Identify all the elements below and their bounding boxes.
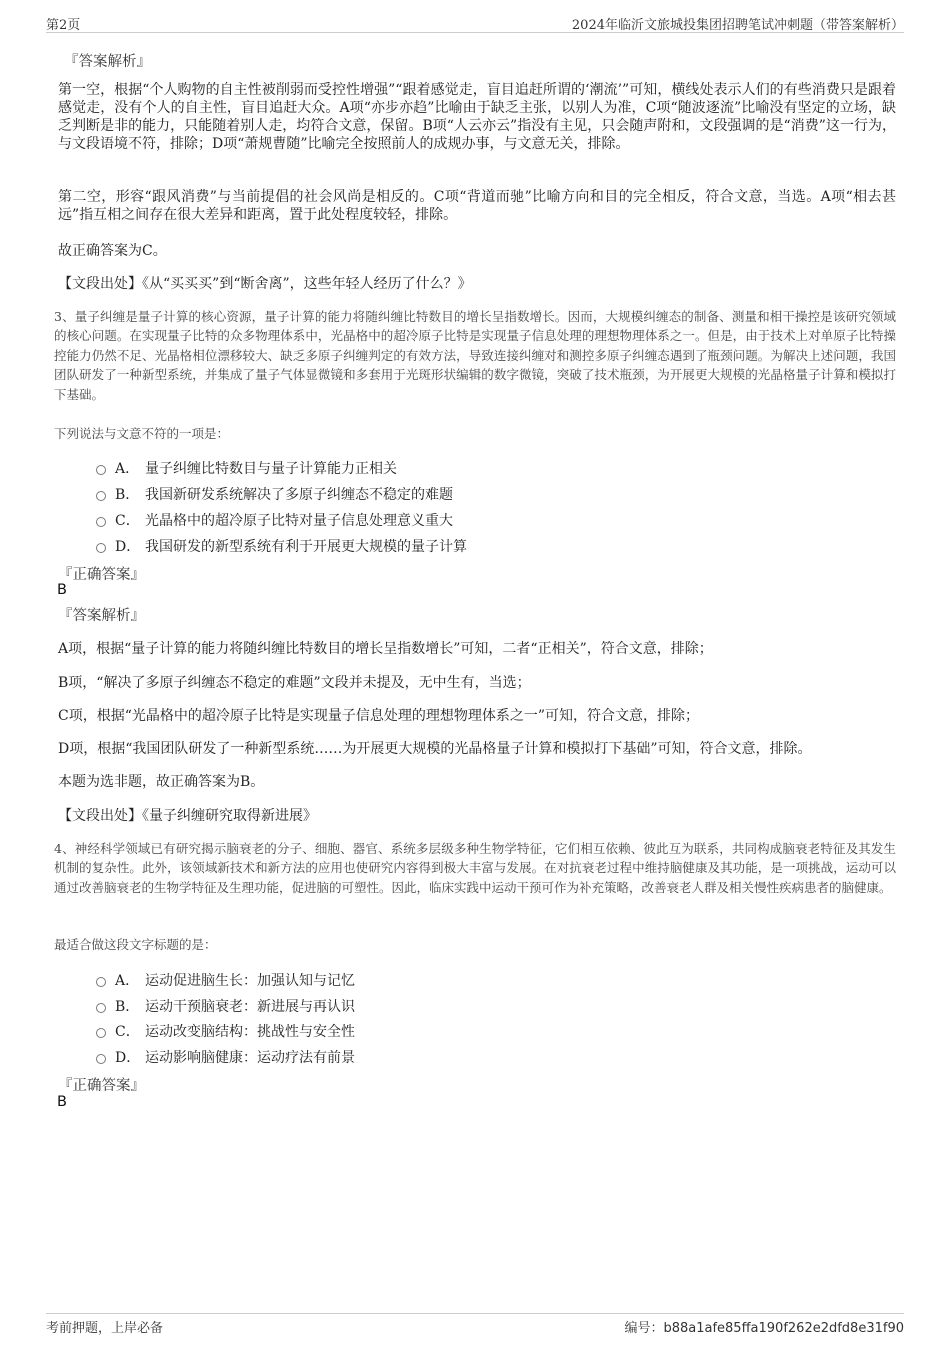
correct-answer-tag: 『正确答案』 xyxy=(58,567,145,583)
question-4-option-c[interactable] xyxy=(96,1021,355,1041)
question-3-stem: 3、量子纠缠是量子计算的核心资源，量子计算的能力将随纠缠比特数目的增长呈指数增长。因而，大规模纠缠态的制备、测量和相干操控是该研究领域的核心问题。在实现量子比特的众多物理体系中，光晶格中的超冷原子比特是实现量子信息处理的理想物理体系之一。但是，由于技术上对单原子比特操控能力仍然不足、光晶格相位漂移较大、缺乏多原子纠缠判定的有效方法，导致连接纠缠对和测控多原子纠缠态遇到了瓶颈问题。为解决上述问题，我国团队研发了一种新型系统，并集成了量子气体显微镜和多套用于光斑形状编辑的数字微镜，突破了技术瓶颈，为开展更大规模的光晶格量子计算和模拟打下基础。 xyxy=(54,309,896,402)
page-header xyxy=(46,12,904,33)
radio-icon[interactable] xyxy=(96,1028,106,1038)
option-text: 运动干预脑衰老：新进展与再认识 xyxy=(145,999,355,1015)
radio-icon[interactable] xyxy=(96,491,106,501)
option-letter: C． xyxy=(115,1024,140,1040)
option-letter: A． xyxy=(115,973,140,989)
question-4-option-d[interactable] xyxy=(96,1047,355,1067)
option-text: 运动影响脑健康：运动疗法有前景 xyxy=(145,1050,355,1066)
analysis-line-a: A项，根据“量子计算的能力将随纠缠比特数目的增长呈指数增长”可知，二者“正相关”，符合文意，排除； xyxy=(58,641,713,657)
option-letter: A． xyxy=(115,461,140,477)
analysis-line-b: B项，“解决了多原子纠缠态不稳定的难题”文段并未提及，无中生有，当选； xyxy=(58,675,531,691)
option-letter: C． xyxy=(115,513,140,529)
option-text: 我国研发的新型系统有利于开展更大规模的量子计算 xyxy=(145,539,467,555)
analysis-conclusion: 本题为选非题，故正确答案为B。 xyxy=(58,774,265,790)
passage-source: 【文段出处】《量子纠缠研究取得新进展》 xyxy=(58,808,317,824)
option-text: 我国新研发系统解决了多原子纠缠态不稳定的难题 xyxy=(145,487,453,503)
page-footer xyxy=(46,1313,904,1338)
question-3-prompt: 下列说法与文意不符的一项是： xyxy=(54,426,230,441)
option-text: 光晶格中的超冷原子比特对量子信息处理意义重大 xyxy=(145,513,453,529)
analysis-paragraph-1: 第一空，根据“个人购物的自主性被削弱而受控性增强”“跟着感觉走，盲目追赶所谓的‘潮流’”可知，横线处表示人们的有些消费只是跟着感觉走，没有个人的自主性，盲目追赶大众。A项“亦步亦趋”比喻由于缺乏主张，以别人为准，C项“随波逐流”比喻没有坚定的立场，缺乏判断是非的能力，只能随着别人走，均符合文意，保留。B项“人云亦云”指没有主见，只会随声附和，文段强调的是“消费”这一行为，与文段语境不符，排除；D项“萧规曹随”比喻完全按照前人的成规办事，与文意无关，排除。 xyxy=(58,82,896,152)
radio-icon[interactable] xyxy=(96,543,106,553)
question-4-stem: 4、神经科学领域已有研究揭示脑衰老的分子、细胞、器官、系统多层级多种生物学特征，它们相互依赖、彼此互为联系，共同构成脑衰老特征及其发生机制的复杂性。此外，该领域新技术和新方法的应用也使研究内容得到极大丰富与发展。在对抗衰老过程中维持脑健康及其功能，是一项挑战，运动可以通过改善脑衰老的生物学特征及生理功能，促进脑的可塑性。因此，临床实践中运动干预可作为补充策略，改善衰老人群及相关慢性疾病患者的脑健康。 xyxy=(54,841,896,895)
radio-icon[interactable] xyxy=(96,977,106,987)
option-letter: B． xyxy=(115,999,140,1015)
option-text: 运动改变脑结构：挑战性与安全性 xyxy=(145,1024,355,1040)
question-3-option-a[interactable] xyxy=(96,458,397,478)
analysis-paragraph-2: 第二空，形容“跟风消费”与当前提倡的社会风尚是相反的。C项“背道而驰”比喻方向和目的完全相反，符合文意，当选。A项“相去甚远”指互相之间存在很大差异和距离，置于此处程度较轻，排除。 xyxy=(58,189,896,223)
radio-icon[interactable] xyxy=(96,465,106,475)
correct-answer: B xyxy=(57,582,67,598)
option-letter: D． xyxy=(115,1050,141,1066)
radio-icon[interactable] xyxy=(96,517,106,527)
passage-source: 【文段出处】《从“买买买”到“断舍离”，这些年轻人经历了什么？》 xyxy=(58,276,472,292)
option-letter: D． xyxy=(115,539,141,555)
document-id: 编号：b88a1afe85ffa190f262e2dfd8e31f90 xyxy=(624,1321,904,1336)
document-title: 2024年临沂文旅城投集团招聘笔试冲刺题（带答案解析） xyxy=(571,18,904,33)
footer-slogan: 考前押题，上岸必备 xyxy=(46,1321,164,1336)
question-3-option-c[interactable] xyxy=(96,510,453,530)
analysis-line-c: C项，根据“光晶格中的超冷原子比特是实现量子信息处理的理想物理体系之一”可知，符合文意，排除； xyxy=(58,708,700,724)
option-text: 量子纠缠比特数目与量子计算能力正相关 xyxy=(145,461,397,477)
analysis-conclusion: 故正确答案为C。 xyxy=(58,243,167,259)
question-3-option-d[interactable] xyxy=(96,536,467,556)
analysis-tag: 『答案解析』 xyxy=(58,608,145,624)
question-4-option-a[interactable] xyxy=(96,970,355,990)
radio-icon[interactable] xyxy=(96,1003,106,1013)
question-4-prompt: 最适合做这段文字标题的是： xyxy=(54,937,217,952)
correct-answer: B xyxy=(57,1094,67,1110)
correct-answer-tag: 『正确答案』 xyxy=(58,1078,145,1094)
page-number: 第2页 xyxy=(46,18,81,33)
option-letter: B． xyxy=(115,487,140,503)
radio-icon[interactable] xyxy=(96,1054,106,1064)
question-4-option-b[interactable] xyxy=(96,996,355,1016)
analysis-line-d: D项，根据“我国团队研发了一种新型系统……为开展更大规模的光晶格量子计算和模拟打下基础”可知，符合文意，排除。 xyxy=(58,741,812,757)
question-3-option-b[interactable] xyxy=(96,484,453,504)
option-text: 运动促进脑生长：加强认知与记忆 xyxy=(145,973,355,989)
analysis-tag: 『答案解析』 xyxy=(64,54,151,70)
